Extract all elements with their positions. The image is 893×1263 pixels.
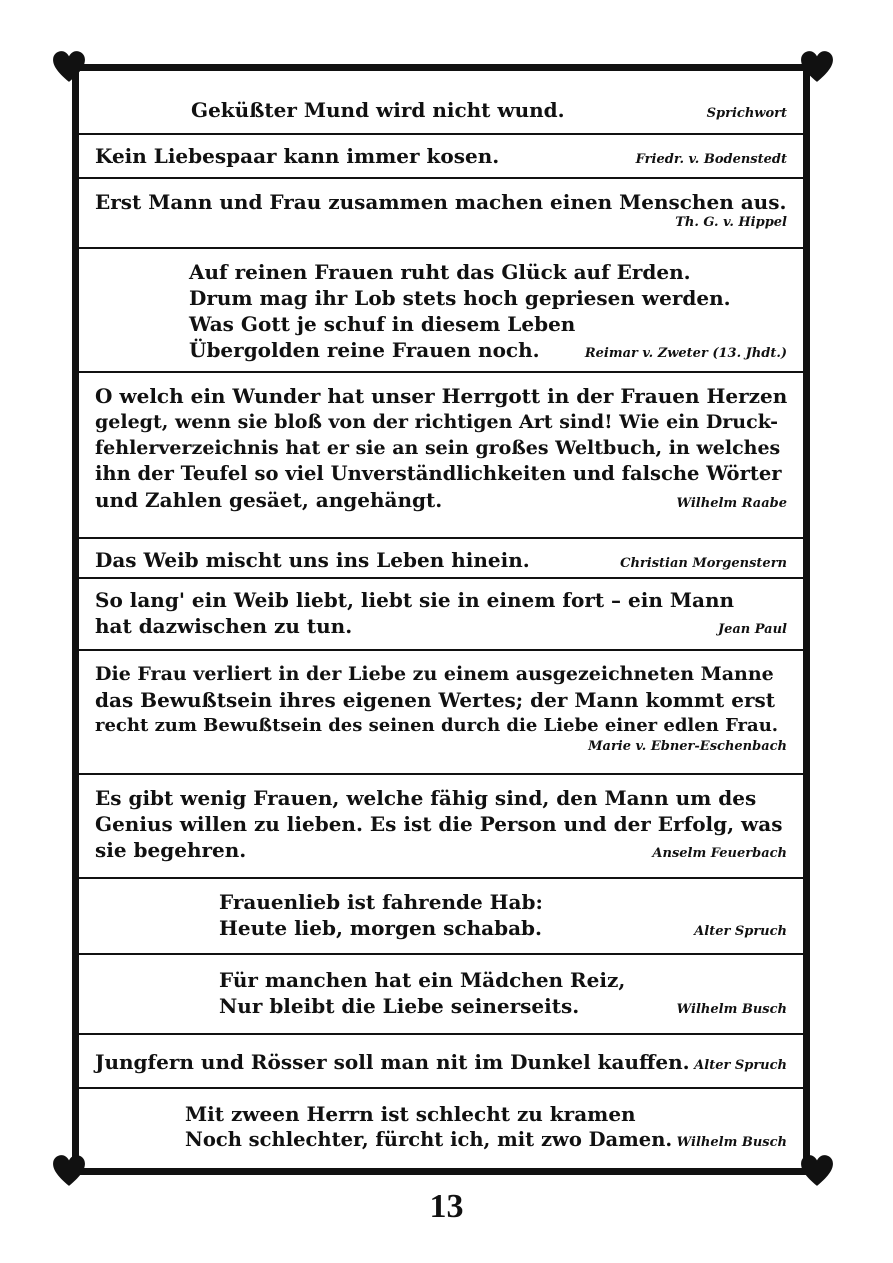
- quote-line: Jungfern und Rösser soll man nit im Dunkel kauffen.: [95, 1050, 690, 1074]
- quote-author: Marie v. Ebner-Eschenbach: [588, 739, 787, 754]
- quote-line: Nur bleibt die Liebe seinerseits.: [219, 994, 580, 1018]
- quote-line: Es gibt wenig Frauen, welche fähig sind, den Mann um des: [95, 786, 757, 810]
- quote-line: das Bewußtsein ihres eigenen Wertes; der Mann kommt erst: [95, 688, 775, 712]
- heart-icon: [800, 50, 834, 84]
- quote-author: Th. G. v. Hippel: [675, 215, 787, 230]
- quote-line: Das Weib mischt uns ins Leben hinein.: [95, 548, 530, 572]
- quote-entry: [79, 879, 803, 955]
- quote-author: Reimar v. Zweter (13. Jhdt.): [584, 346, 787, 361]
- quote-line: Heute lieb, morgen schabab.: [219, 916, 542, 940]
- quote-line: recht zum Bewußtsein des seinen durch die Liebe einer edlen Frau.: [95, 715, 779, 736]
- quote-author: Anselm Feuerbach: [652, 846, 787, 861]
- heart-icon: [800, 1154, 834, 1188]
- quote-list: [79, 71, 803, 1168]
- quote-entry: [79, 955, 803, 1035]
- quote-author: Alter Spruch: [694, 1058, 787, 1073]
- quote-entry: [79, 775, 803, 879]
- quote-line: Erst Mann und Frau zusammen machen einen Menschen aus.: [95, 190, 787, 214]
- quote-line: ihn der Teufel so viel Unverständlichkeiten und falsche Wörter: [95, 462, 782, 485]
- quote-entry: [79, 179, 803, 249]
- quote-author: Wilhelm Raabe: [676, 496, 787, 511]
- quote-author: Wilhelm Busch: [676, 1135, 787, 1150]
- quote-author: Jean Paul: [717, 622, 787, 637]
- quote-line: Drum mag ihr Lob stets hoch gepriesen werden.: [189, 286, 731, 310]
- quote-entry: [79, 71, 803, 135]
- quote-line: Die Frau verliert in der Liebe zu einem ausgezeichneten Manne: [95, 663, 774, 685]
- quote-line: hat dazwischen zu tun.: [95, 614, 353, 638]
- quote-author: Wilhelm Busch: [676, 1002, 787, 1017]
- quote-entry: [79, 249, 803, 373]
- quote-line: Was Gott je schuf in diesem Leben: [189, 312, 576, 336]
- quote-line: sie begehren.: [95, 838, 247, 862]
- quote-line: Auf reinen Frauen ruht das Glück auf Erden.: [189, 260, 691, 284]
- quote-line: und Zahlen gesäet, angehängt.: [95, 488, 443, 512]
- page-number: 13: [429, 1188, 464, 1225]
- quote-author: Friedr. v. Bodenstedt: [635, 152, 787, 167]
- quote-line: Frauenlieb ist fahrende Hab:: [219, 890, 543, 914]
- quote-entry: [79, 651, 803, 775]
- quote-line: So lang' ein Weib liebt, liebt sie in einem fort – ein Mann: [95, 588, 735, 612]
- quote-author: Alter Spruch: [694, 924, 787, 939]
- quote-author: Sprichwort: [706, 106, 787, 121]
- quote-line: Genius willen zu lieben. Es ist die Person und der Erfolg, was: [95, 812, 783, 836]
- quote-line: Noch schlechter, fürcht ich, mit zwo Damen.: [185, 1128, 673, 1151]
- quote-entry: [79, 373, 803, 539]
- quote-line: Übergolden reine Frauen noch.: [189, 338, 540, 362]
- quote-line: Für manchen hat ein Mädchen Reiz,: [219, 968, 626, 992]
- quote-entry: [79, 539, 803, 579]
- quote-author: Christian Morgenstern: [620, 556, 787, 571]
- quote-line: gelegt, wenn sie bloß von der richtigen Art sind! Wie ein Druck-: [95, 411, 778, 433]
- quote-line: Mit zween Herrn ist schlecht zu kramen: [185, 1102, 636, 1126]
- quote-entry: [79, 1089, 803, 1168]
- quote-line: Geküßter Mund wird nicht wund.: [191, 98, 565, 122]
- quote-entry: [79, 1035, 803, 1089]
- quote-line: O welch ein Wunder hat unser Herrgott in der Frauen Herzen: [95, 384, 788, 408]
- quote-line: fehlerverzeichnis hat er sie an sein großes Weltbuch, in welches: [95, 437, 781, 459]
- quote-line: Kein Liebespaar kann immer kosen.: [95, 144, 500, 168]
- quote-entry: [79, 135, 803, 179]
- quote-entry: [79, 579, 803, 651]
